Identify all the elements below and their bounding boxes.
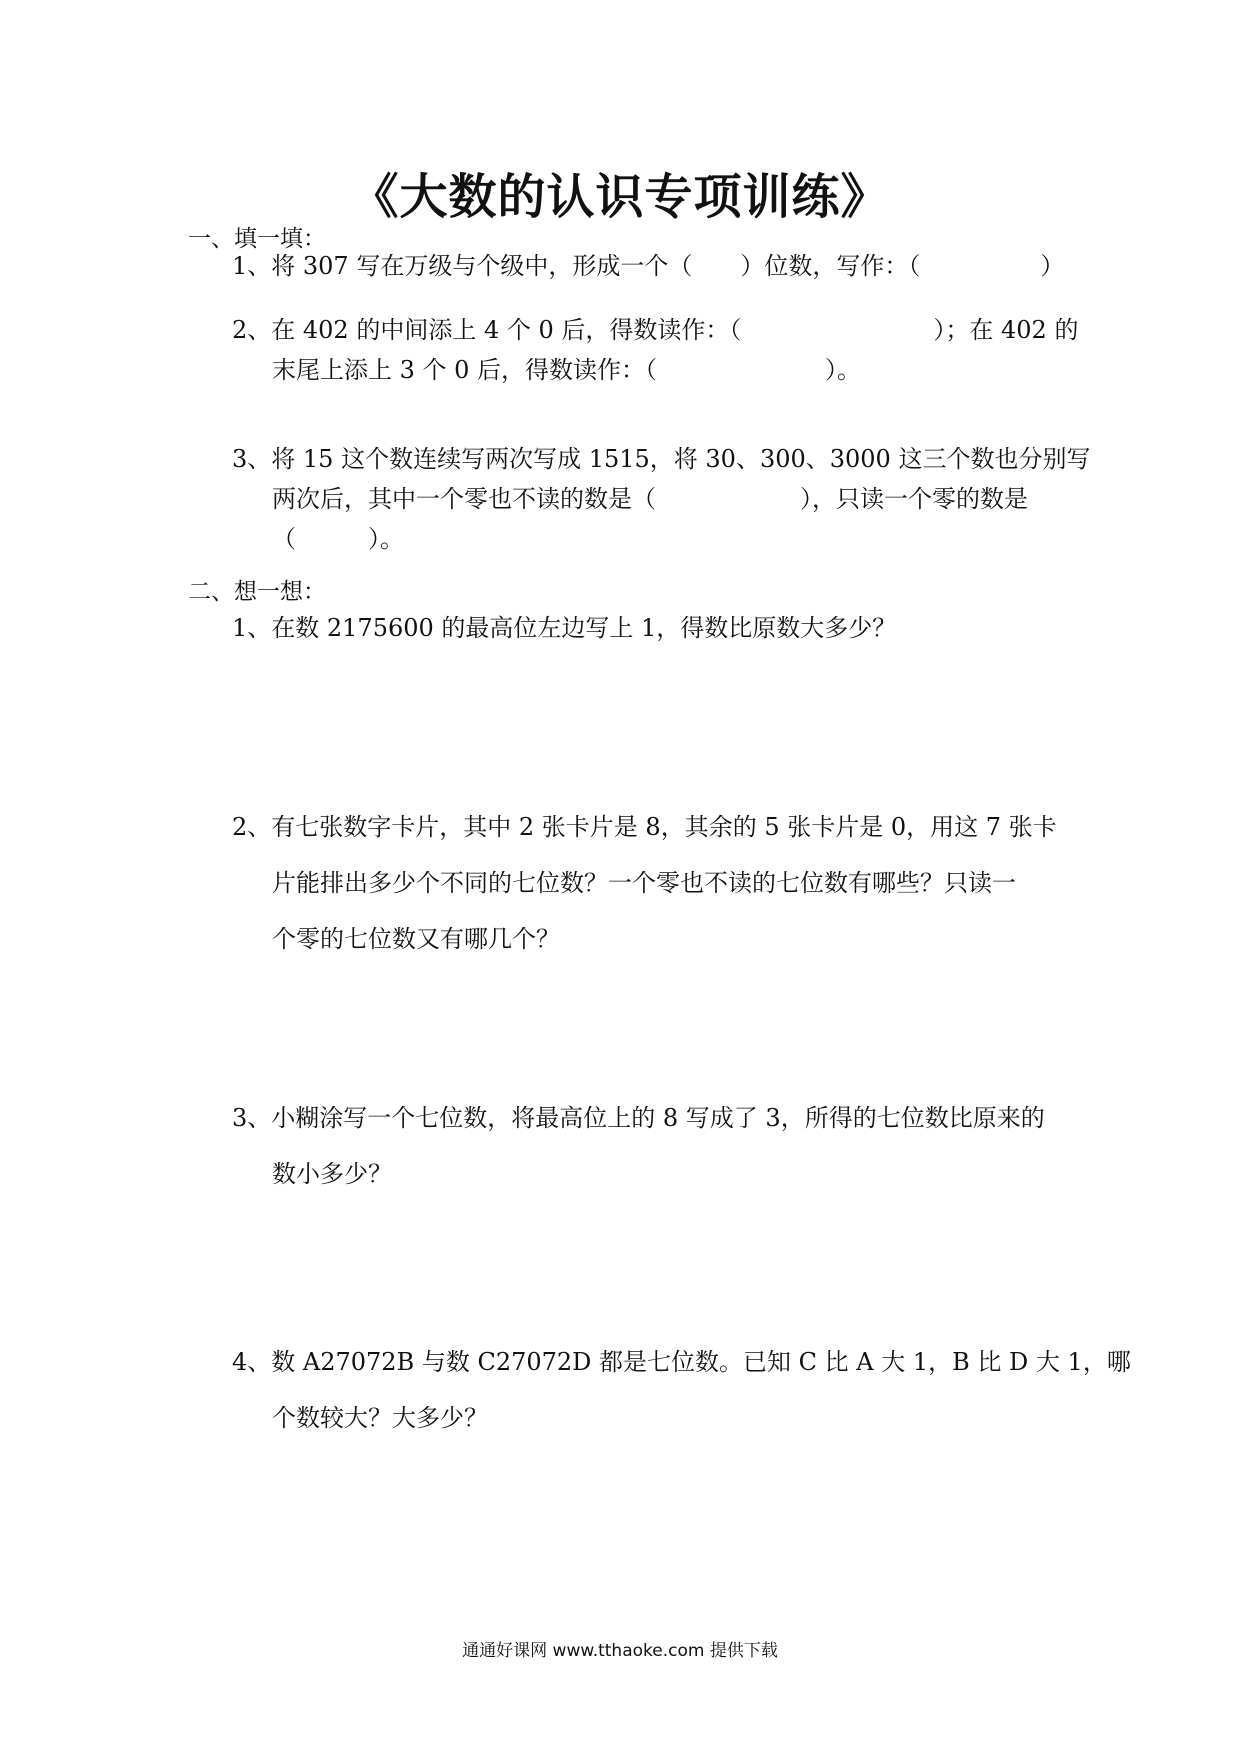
question-line: 数小多少？ (272, 1160, 392, 1188)
question-line: 3、将 15 这个数连续写两次写成 1515，将 30、300、3000 这三个数也分别写 (232, 445, 1091, 473)
question-line: 个零的七位数又有哪几个？ (272, 925, 560, 953)
question-2-1 (232, 608, 1052, 648)
question-2-2 (232, 799, 1057, 967)
question-line: 1、将 307 写在万级与个级中，形成一个（ ）位数，写作：（ ） (232, 252, 1065, 280)
question-2-3 (232, 1090, 1052, 1202)
question-line: 两次后，其中一个零也不读的数是（ ），只读一个零的数是 (272, 485, 1028, 513)
question-line: 4、数 A27072B 与数 C27072D 都是七位数。已知 C 比 A 大 1，B 比 D 大 1，哪 (232, 1348, 1131, 1376)
question-line: 2、有七张数字卡片，其中 2 张卡片是 8，其余的 5 张卡片是 0，用这 7 张卡 (232, 813, 1057, 841)
section-heading-think: 二、想一想： (188, 579, 326, 605)
question-2-4 (232, 1334, 1131, 1446)
question-1-1 (232, 246, 1065, 286)
question-line: （ ）。 (272, 525, 404, 553)
question-line: 3、小糊涂写一个七位数，将最高位上的 8 写成了 3，所得的七位数比原来的 (232, 1104, 1045, 1132)
page-title: 《大数的认识专项训练》 (350, 169, 890, 225)
question-line: 1、在数 2175600 的最高位左边写上 1，得数比原数大多少？ (232, 614, 897, 642)
question-line: 末尾上添上 3 个 0 后，得数读作：（ ）。 (272, 356, 862, 384)
question-line: 2、在 402 的中间添上 4 个 0 后，得数读作：（ ）；在 402 的 (232, 316, 1079, 344)
question-line: 片能排出多少个不同的七位数？一个零也不读的七位数有哪些？只读一 (272, 869, 1016, 897)
question-1-3 (232, 439, 1091, 559)
footer-credit: 通通好课网 www.tthaoke.com 提供下载 (462, 1641, 778, 1661)
question-line: 个数较大？大多少？ (272, 1404, 488, 1432)
section-heading-fill-in: 一、填一填： (188, 226, 326, 252)
question-1-2 (232, 310, 1079, 390)
